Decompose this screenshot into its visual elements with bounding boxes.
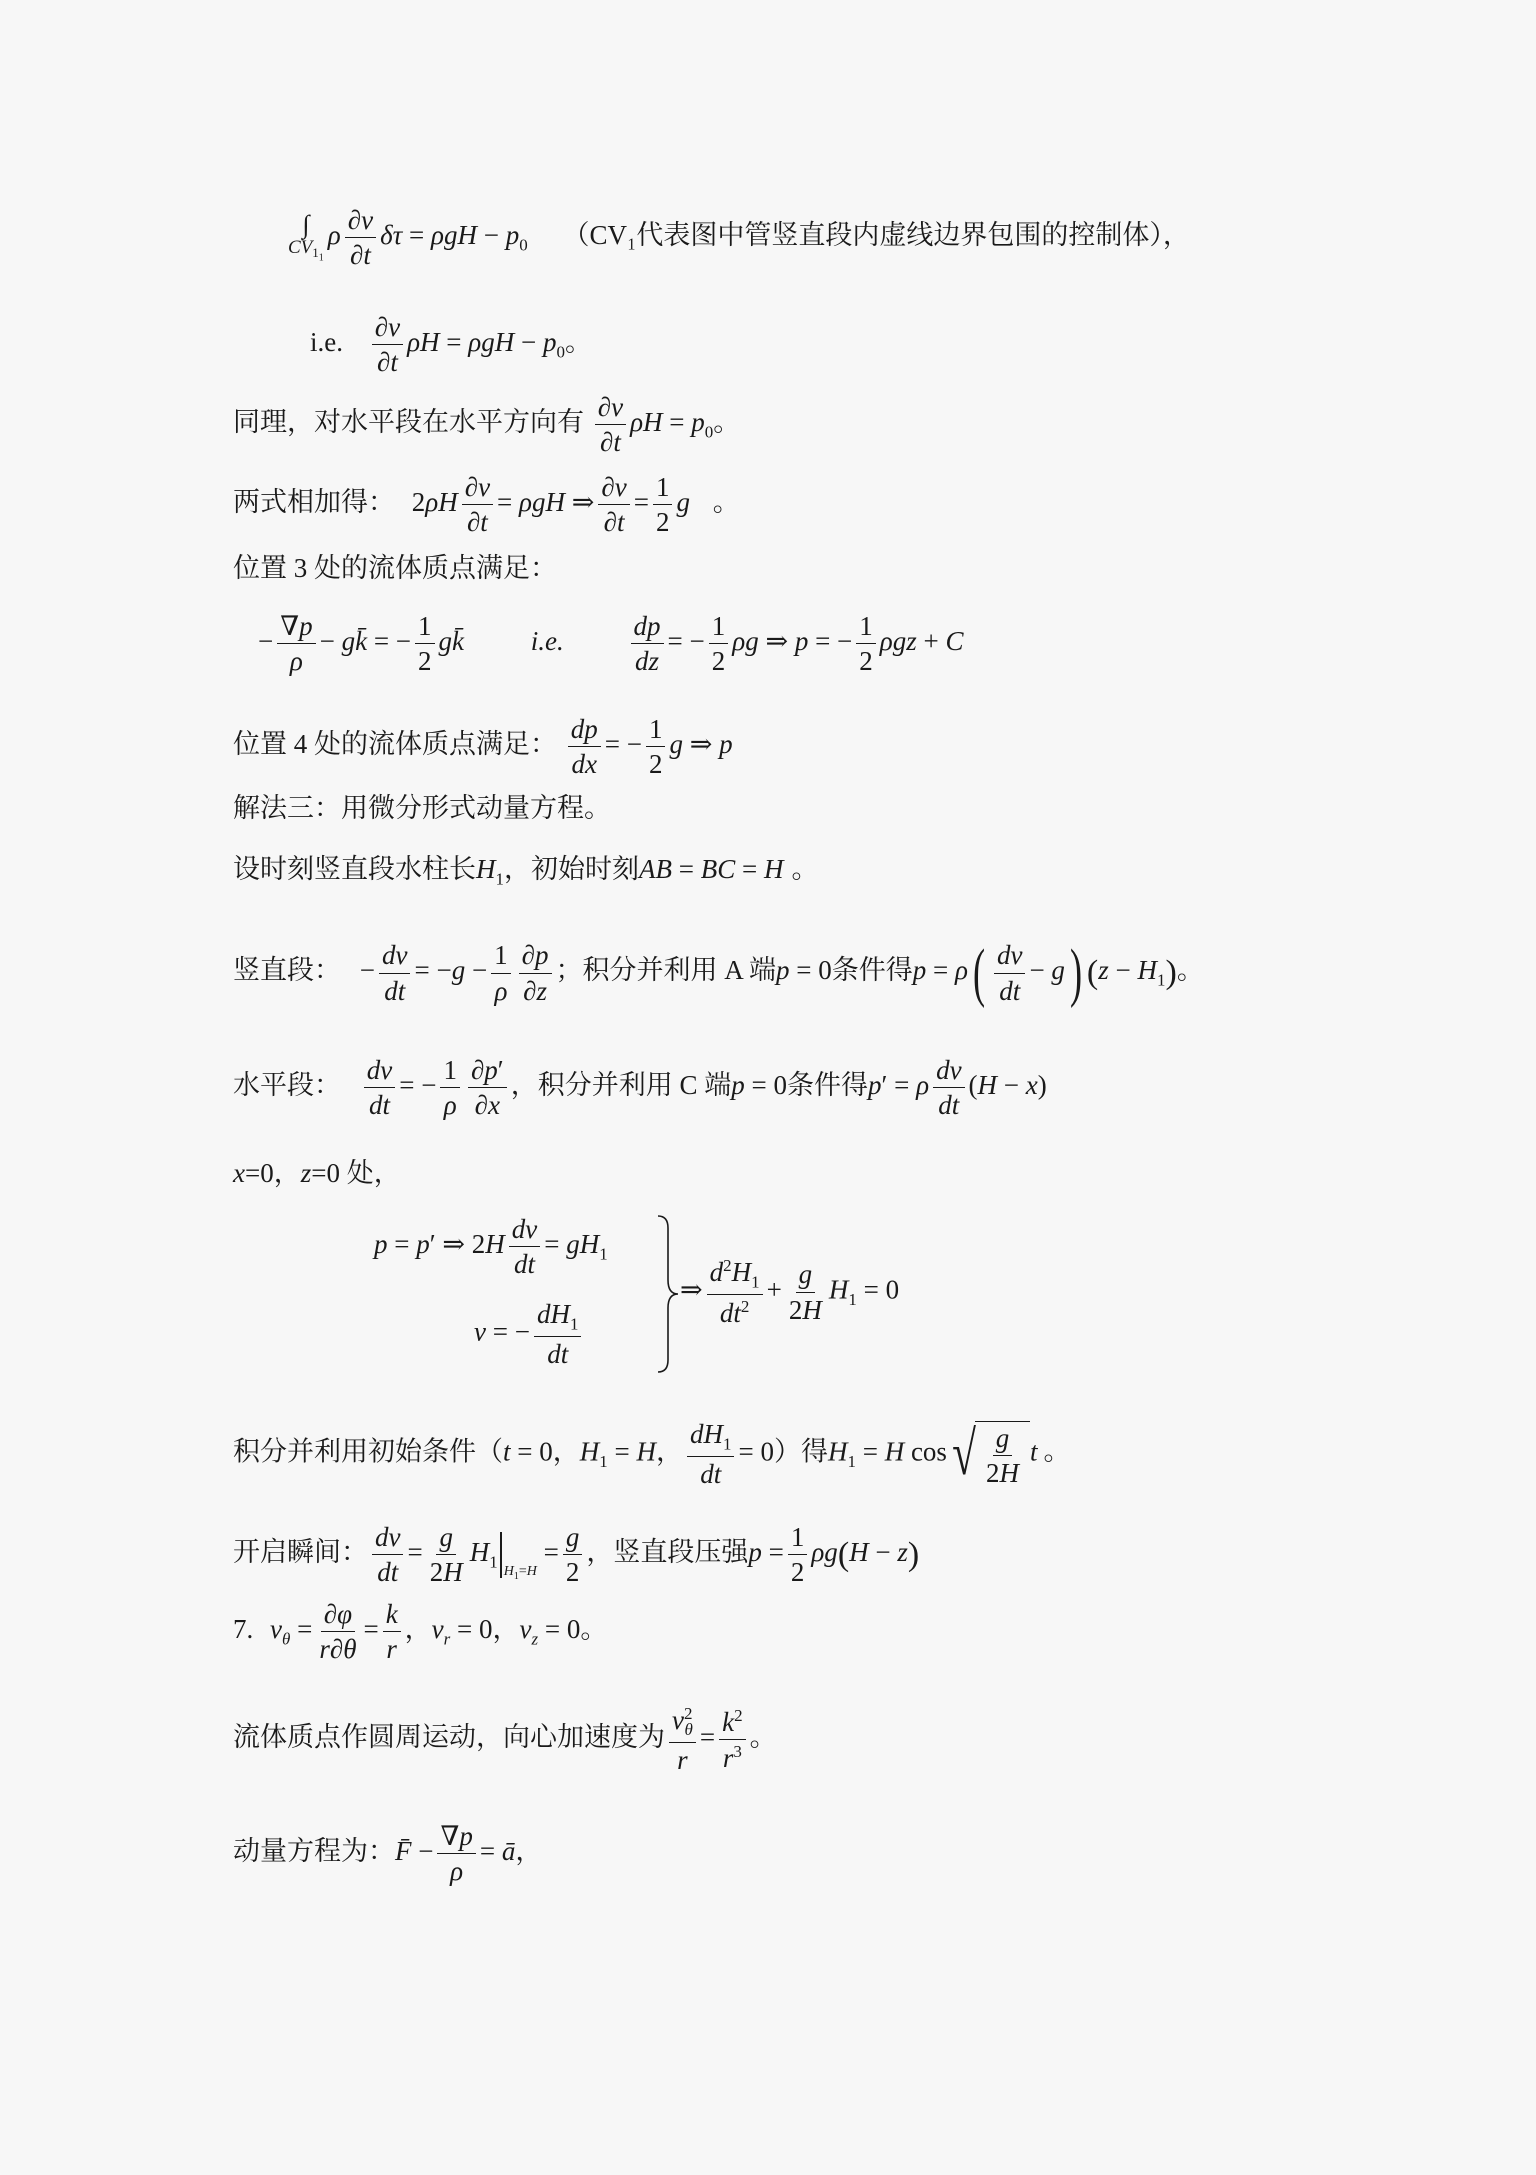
equation-item-7: 7. $v_\theta$ = $\frac{\partial\varphi}{r\partial\theta}$ = $\frac{k}{r}$ ，$v_r = 0$，$v_z = 0$。 (233, 1599, 608, 1665)
equation-momentum: 动量方程为：F̄ − $\frac{\nabla p}{\rho}$ = ā， (233, 1821, 543, 1887)
open-moment-label: 开启瞬间： (233, 1537, 368, 1568)
vertical-label: 竖直段： (233, 955, 341, 986)
sum-label: 两式相加得： (233, 487, 395, 518)
x0-z0-label: x=0，z=0 处， (233, 1158, 401, 1188)
assumption-line: 设时刻竖直段水柱长$H_1$，初始时刻AB = BC = H 。 (233, 854, 819, 889)
ie-label: i.e. (310, 327, 343, 358)
item-7-number: 7. (233, 1614, 254, 1645)
equation-horizontal-segment-2: 水平段： $\frac{dv}{dt}$ = − $\frac{1}{\rho}$ $\frac{\partial p'}{\partial x}$ ，积分并利用 C 端p = 0条件得p′ = ρ $\frac{dv}{dt}$ (H − x) (233, 1055, 1047, 1121)
equation-horizontal-segment: 同理，对水平段在水平方向有 $\frac{\partial v}{\partial t}$ $\rho H = p_0$。 (233, 392, 741, 458)
same-logic-text: 同理，对水平段在水平方向有 (233, 407, 584, 438)
equation-centripetal: 流体质点作圆周运动，向心加速度为 $\frac{v^2_\theta}{r}$ = $\frac{k^2}{r^3}$ 。 (233, 1704, 777, 1776)
method-three-heading: 解法三：用微分形式动量方程。 (233, 793, 611, 823)
equation-sum: 两式相加得： 2ρH $\frac{\partial v}{\partial t}$ = ρgH ⇒ $\frac{\partial v}{\partial t}$ = $\frac{1}{2}$ g 。 (233, 472, 740, 538)
equation-vertical-segment: 竖直段： − $\frac{dv}{dt}$ = −g − $\frac{1}{\rho}$ $\frac{\partial p}{\partial z}$ ；积分并利用 A 端p = 0条件得p = ρ( $\frac{dv}{dt}$ − g) $(z - H_1)$。 (233, 936, 1204, 1009)
equation-solution: 积分并利用初始条件（t = 0，$H_1 = H$， $\frac{dH_1}{dt}$ = 0）得$H_1 = H$ cos √ $\frac{g}{2H}$ t 。 (233, 1419, 1071, 1490)
position4-label: 位置 4 处的流体质点满足： (233, 729, 557, 760)
equation-position4: 位置 4 处的流体质点满足： $\frac{dp}{dx}$ = − $\frac{1}{2}$ g ⇒ p (233, 714, 733, 780)
equation-opening-moment: 开启瞬间： $\frac{dv}{dt}$ = $\frac{g}{2H}$ $H_{1H_1=H}$ = $\frac{g}{2}$ ，竖直段压强p = $\frac{1}{2}$ ρg(H − z) (233, 1522, 920, 1588)
equation-vertical-result: i.e. $\frac{\partial v}{\partial t}$ $\rho H = \rho gH - p_0$。 (310, 312, 592, 378)
system-brace (656, 1214, 680, 1374)
equation-position3: − $\frac{\nabla p}{\rho}$ − gk̄ = − $\frac{1}{2}$ gk̄ i.e. $\frac{dp}{dz}$ = − $\frac{1}{2}$ ρg ⇒ p = − $\frac{1}{2}$ ρgz + C (258, 611, 964, 677)
equation-system-result: ⇒ $\frac{d^2H_1}{dt^2}$ + $\frac{g}{2H}$ $H_1 = 0$ (680, 1256, 900, 1329)
equation-system-bottom: v = − $\frac{dH_1}{dt}$ (474, 1300, 585, 1369)
equation-system-top: p = p′ ⇒ 2H $\frac{dv}{dt}$ = $gH_1$ (374, 1214, 608, 1280)
horizontal-label: 水平段： (233, 1070, 341, 1101)
cv-note: （CV₁代表图中管竖直段内虚线边界包围的控制体）， (562, 220, 1190, 251)
position3-label: 位置 3 处的流体质点满足： (233, 553, 557, 583)
equation-integral: ∫ $CV_{1_1}$ ρ $\frac{\partial v}{\partial t}$ $\delta\tau = \rho gH - p_0$ （CV₁代表图中管竖直段内虚线边界包围的控制体）， (288, 205, 1190, 271)
